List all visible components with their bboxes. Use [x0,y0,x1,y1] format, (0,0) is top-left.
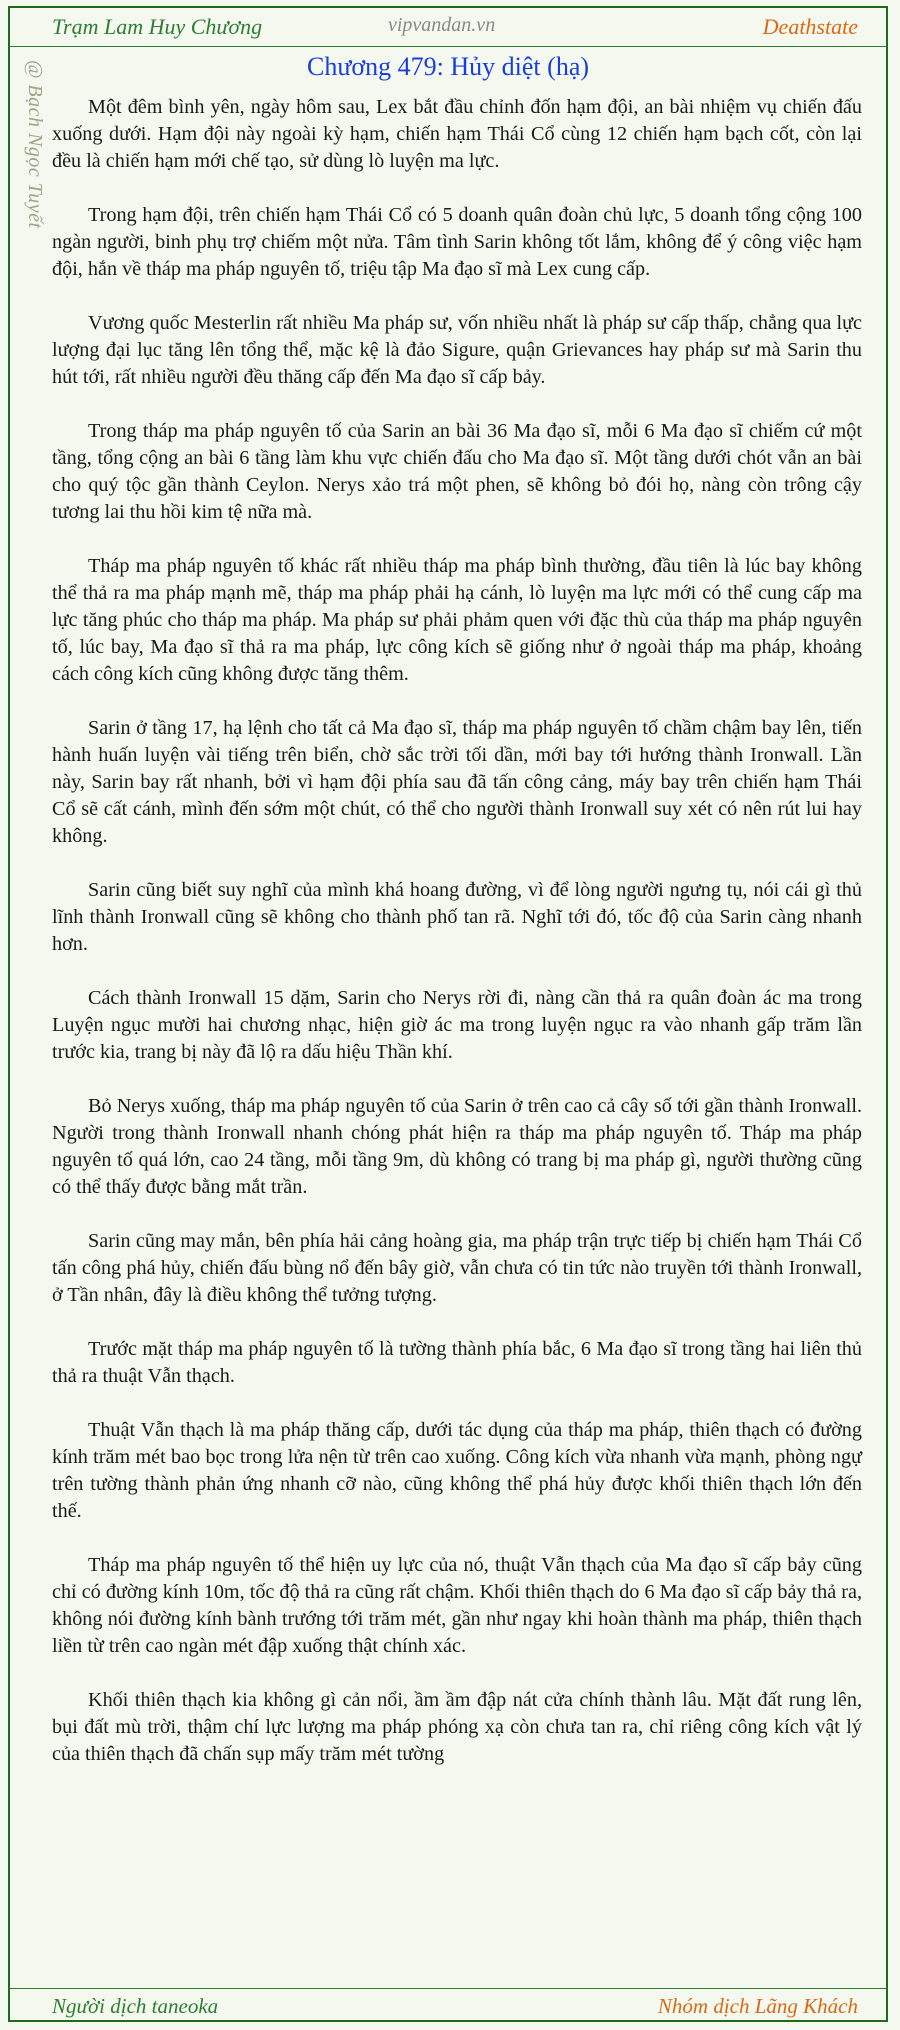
header-divider [10,46,886,47]
paragraph: Trong tháp ma pháp nguyên tố của Sarin an bài 36 Ma đạo sĩ, mỗi 6 Ma đạo sĩ chiếm cứ một tầng, tổng cộng an bài 6 tầng làm khu vực chiến đấu cho Ma đạo sĩ. Một tầng dưới chót vẫn an bài cho quý tộc gần thành Ceylon. Nerys xảo trá một phen, sẽ không bỏ đói họ, nàng còn trông cậy tương lai thu hồi kim tệ nữa mà. [52,420,862,523]
footer-group: Nhóm dịch Lãng Khách [657,1994,858,2018]
paragraph: Khối thiên thạch kia không gì cản nổi, ầm ầm đập nát cửa chính thành lâu. Mặt đất rung lên, bụi đất mù trời, thậm chí lực lượng ma pháp phóng xạ còn chưa tan ra, chỉ riêng công kích vật lý của thiên thạch đã chấn sụp mấy trăm mét tường [52,1689,862,1765]
paragraph: Sarin cũng biết suy nghĩ của mình khá hoang đường, vì để lòng người ngưng tụ, nói cái gì thủ lĩnh thành Ironwall cũng sẽ không cho thành phố tan rã. Nghĩ tới đó, tốc độ của Sarin càng nhanh hơn. [52,879,862,955]
paragraph: Tháp ma pháp nguyên tố thể hiện uy lực của nó, thuật Vẫn thạch của Ma đạo sĩ cấp bảy cũng chỉ có đường kính 10m, tốc độ thả ra cũng rất chậm. Khối thiên thạch do 6 Ma đạo sĩ cấp bảy thả ra, không nói đường kính bành trướng tới trăm mét, gần như ngay khi hoàn thành ma pháp, thiên thạch liền từ trên cao ngàn mét đập xuống thật chính xác. [52,1554,862,1657]
header-url: vipvandan.vn [388,14,496,36]
paragraph: Bỏ Nerys xuống, tháp ma pháp nguyên tố của Sarin ở trên cao cả cây số tới gần thành Ironwall. Người trong thành Ironwall nhanh chóng phát hiện ra tháp ma pháp nguyên tố. Tháp ma pháp nguyên tố quá lớn, cao 24 tầng, mỗi tầng 9m, dù không có trang bị ma pháp gì, người thường cũng có thể thấy được bằng mắt trần. [52,1095,862,1198]
page-header [10,8,886,42]
header-site-name: Trạm Lam Huy Chương [52,14,263,39]
paragraph: Tháp ma pháp nguyên tố khác rất nhiều tháp ma pháp bình thường, đầu tiên là lúc bay không thể thả ra ma pháp mạnh mẽ, tháp ma pháp phải hạ cánh, lò luyện ma lực mới có thể cung cấp ma lực tăng phúc cho tháp ma pháp. Ma pháp sư phải phảm quen với đặc thù của tháp ma pháp nguyên tố, lúc bay, Ma đạo sĩ thả ra ma pháp, lực công kích sẽ giống như ở ngoài tháp ma pháp, khoảng cách công kích cũng không được tăng thêm. [52,555,862,685]
footer-divider [10,1988,886,1989]
paragraph: Một đêm bình yên, ngày hôm sau, Lex bắt đầu chỉnh đốn hạm đội, an bài nhiệm vụ chiến đấu xuống dưới. Hạm đội này ngoài kỳ hạm, chiến hạm Thái Cổ cùng 12 chiến hạm bạch cốt, còn lại đều là chiến hạm mới chế tạo, sử dùng lò luyện ma lực. [52,96,862,172]
chapter-body [52,94,862,1795]
paragraph: Thuật Vẫn thạch là ma pháp thăng cấp, dưới tác dụng của tháp ma pháp, thiên thạch có đường kính trăm mét bao bọc trong lửa nện từ trên cao xuống. Công kích vừa nhanh vừa mạnh, phòng ngự trên tường thành phản ứng nhanh cỡ nào, cũng không thể phá hủy được khối thiên thạch lớn đến thế. [52,1419,862,1522]
paragraph: Vương quốc Mesterlin rất nhiều Ma pháp sư, vốn nhiều nhất là pháp sư cấp thấp, chẳng qua lực lượng đại lục tăng lên tổng thể, mặc kệ là đảo Sigure, quận Grievances hay pháp sư mà Sarin thu hút tới, rất nhiều người đều thăng cấp đến Ma đạo sĩ cấp bảy. [52,312,862,388]
paragraph: Sarin ở tầng 17, hạ lệnh cho tất cả Ma đạo sĩ, tháp ma pháp nguyên tố chầm chậm bay lên, tiến hành huấn luyện vài tiếng trên biển, chờ sắc trời tối dần, mới bay tới hướng thành Ironwall. Lần này, Sarin bay rất nhanh, bởi vì hạm đội phía sau đã tấn công cảng, máy bay trên chiến hạm Thái Cổ sẽ cất cánh, mình đến sớm một chút, có thể cho người thành Ironwall suy xét có nên rút lui hay không. [52,717,862,847]
page-footer [10,1992,886,2022]
paragraph: Cách thành Ironwall 15 dặm, Sarin cho Nerys rời đi, nàng cần thả ra quân đoàn ác ma trong Luyện ngục mười hai chương nhạc, hiện giờ ác ma trong luyện ngục ra vào nhanh gấp trăm lần trước kia, trang bị này đã lộ ra dấu hiệu Thần khí. [52,987,862,1063]
page-frame [8,6,888,2022]
chapter-title: Chương 479: Hủy diệt (hạ) [306,52,590,81]
paragraph: Sarin cũng may mắn, bên phía hải cảng hoàng gia, ma pháp trận trực tiếp bị chiến hạm Thái Cổ tấn công phá hủy, chiến đấu bùng nổ đến bây giờ, vẫn chưa có tin tức nào truyền tới thành Ironwall, ở Tần nhân, đây là điều không thể tưởng tượng. [52,1230,862,1306]
footer-translator: Người dịch taneoka [52,1994,219,2018]
header-book-title: Deathstate [762,14,858,39]
paragraph: Trước mặt tháp ma pháp nguyên tố là tường thành phía bắc, 6 Ma đạo sĩ trong tầng hai liên thủ thả ra thuật Vẫn thạch. [52,1338,862,1387]
watermark: @ Bạch Ngọc Tuyết [24,60,46,229]
paragraph: Trong hạm đội, trên chiến hạm Thái Cổ có 5 doanh quân đoàn chủ lực, 5 doanh tổng cộng 100 ngàn người, binh phụ trợ chiếm một nửa. Tâm tình Sarin không tốt lắm, không để ý công việc hạm đội, hắn về tháp ma pháp nguyên tố, triệu tập Ma đạo sĩ mà Lex cung cấp. [52,204,862,280]
